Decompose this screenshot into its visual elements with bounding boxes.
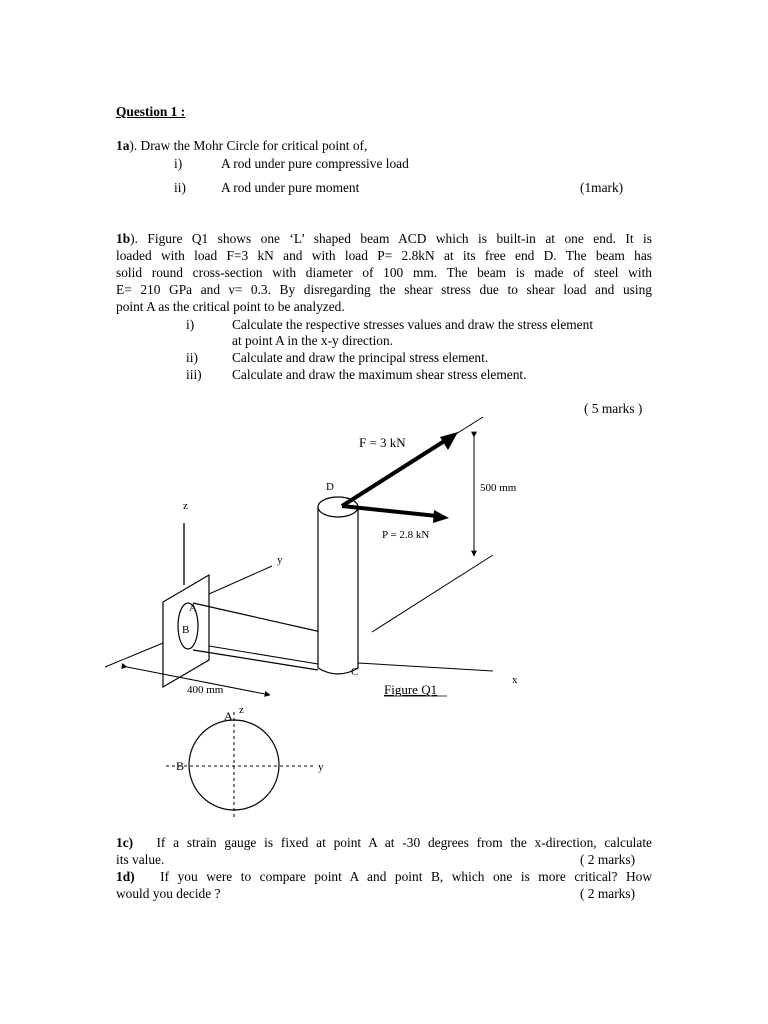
q1b-item-3-text: Calculate and draw the maximum shear stress element. (232, 367, 527, 382)
label-500mm: 500 mm (480, 482, 517, 494)
label-f: F = 3 kN (359, 435, 406, 450)
label-z: z (183, 500, 188, 512)
ground-line-left (105, 643, 163, 667)
q1b-line-5: point A as the critical point to be analyzed. (116, 299, 345, 314)
q1a-item-2-text: A rod under pure moment (221, 180, 360, 195)
q1c-line-2: its value. (116, 852, 165, 867)
q1c-line-1: 1c) If a strain gauge is fixed at point A at -30 degrees from the x-direction, calculate (116, 835, 652, 850)
q1b-line-2: loaded with load F=3 kN and with load P= 2.8kN at its free end D. The beam has (116, 248, 652, 263)
q1c-marks: ( 2 marks) (580, 852, 636, 867)
q1d-marks: ( 2 marks) (580, 886, 636, 901)
section-label-a: A (224, 709, 233, 723)
section-label-z: z (239, 704, 244, 716)
figure-caption: Figure Q1 (384, 682, 438, 697)
force-p-arrowhead (433, 510, 449, 523)
q1b-item-2-num: ii) (186, 350, 198, 365)
q1b-item-1-cont: at point A in the x-y direction. (232, 333, 394, 348)
label-c: C (351, 666, 359, 678)
q1a-label: 1a (116, 138, 130, 153)
q1d-label: 1d) (116, 869, 135, 884)
q1b-item-1-num: i) (186, 317, 195, 332)
question-heading: Question 1 : (116, 104, 186, 119)
label-y: y (277, 554, 283, 566)
q1a-item-1-text: A rod under pure compressive load (221, 156, 409, 171)
q1a-text: ). Draw the Mohr Circle for critical point of, (129, 138, 368, 153)
q1b-item-2-text: Calculate and draw the principal stress element. (232, 350, 489, 365)
q1b-line-3: solid round cross-section with diameter of 100 mm. The beam is made of steel with (116, 265, 652, 280)
label-a: A (189, 602, 197, 614)
q1d-line-2: would you decide ? (116, 886, 221, 901)
x-axis-line (358, 663, 493, 671)
q1a-item-1-num: i) (174, 156, 183, 171)
q1b-line-4: E= 210 GPa and ν= 0.3. By disregarding the shear stress due to shear load and using (116, 282, 652, 297)
label-400mm: 400 mm (187, 684, 224, 696)
q1a-marks: (1mark) (580, 180, 624, 195)
force-f-arrowhead (440, 432, 458, 450)
label-b: B (182, 624, 190, 636)
horizontal-beam (193, 603, 330, 670)
section-label-y: y (318, 761, 324, 773)
q1b-item-1-text: Calculate the respective stresses values and draw the stress element (232, 317, 594, 332)
q1b-marks: ( 5 marks ) (584, 401, 643, 416)
label-d: D (326, 481, 334, 493)
q1a-item-2-num: ii) (174, 180, 186, 195)
q1c-label: 1c) (116, 835, 134, 850)
ground-line-right (372, 555, 493, 632)
label-p: P = 2.8 kN (382, 529, 430, 541)
vertical-column (318, 507, 358, 674)
q1b-line-1: 1b). Figure Q1 shows one ‘L’ shaped beam ACD which is built-in at one end. It is (116, 231, 652, 246)
section-label-b: B (176, 759, 185, 773)
q1d-line-1: 1d) If you were to compare point A and point B, which one is more critical? How (116, 869, 652, 884)
q1b-label: 1b (116, 231, 131, 246)
label-x: x (512, 674, 518, 686)
y-axis-line (200, 566, 272, 598)
q1b-item-3-num: iii) (186, 367, 202, 382)
